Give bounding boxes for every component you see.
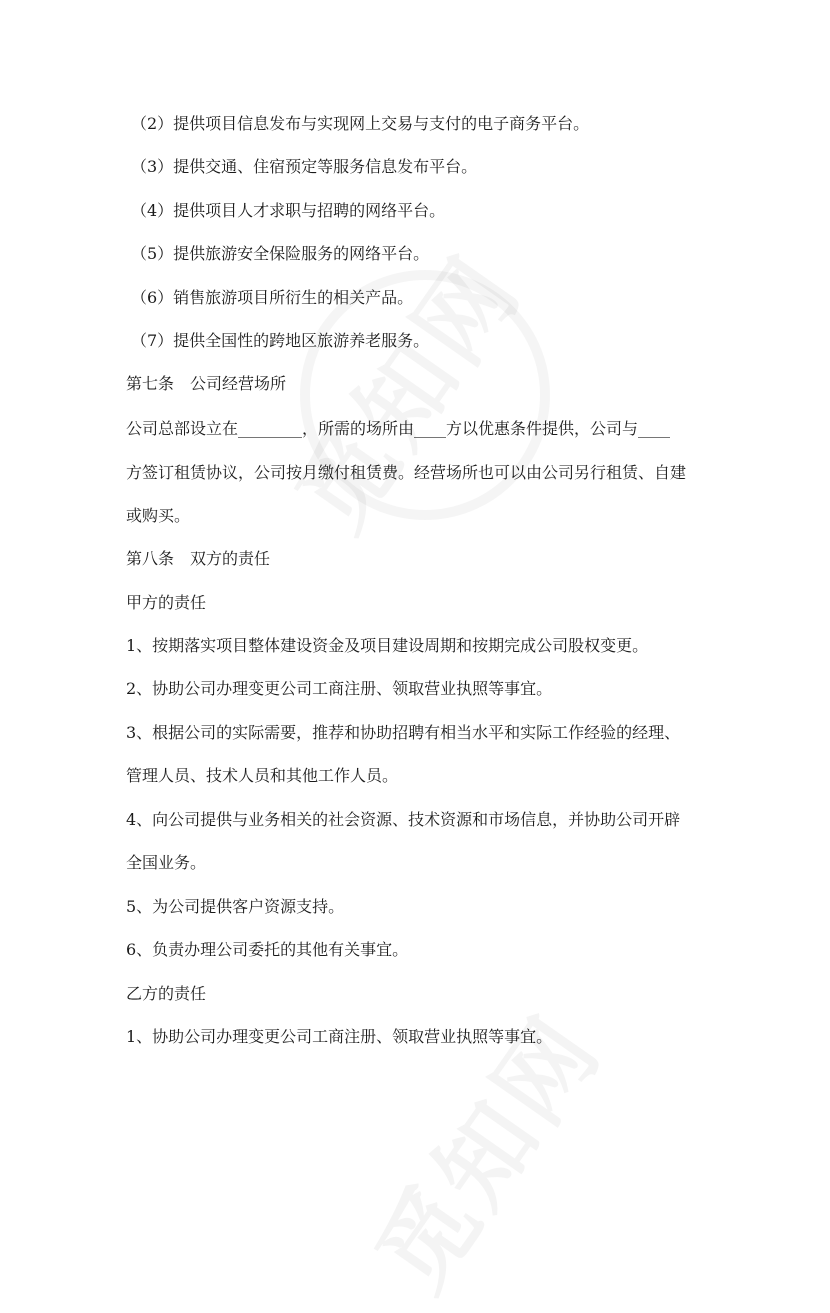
list-item: （5）提供旅游安全保险服务的网络平台。 xyxy=(131,244,430,263)
list-item: （6）销售旅游项目所衍生的相关产品。 xyxy=(131,288,414,307)
party-a-item: 全国业务。 xyxy=(126,853,207,872)
article-7-text: 公司总部设立在________，所需的场所由____方以优惠条件提供，公司与____ xyxy=(126,419,671,438)
list-item: （4）提供项目人才求职与招聘的网络平台。 xyxy=(131,201,446,220)
party-a-item: 6、负责办理公司委托的其他有关事宜。 xyxy=(126,940,409,959)
list-item: （7）提供全国性的跨地区旅游养老服务。 xyxy=(131,331,430,350)
party-a-item: 5、为公司提供客户资源支持。 xyxy=(126,897,345,916)
party-a-item: 管理人员、技术人员和其他工作人员。 xyxy=(126,766,399,785)
party-a-item: 2、协助公司办理变更公司工商注册、领取营业执照等事宜。 xyxy=(126,679,553,698)
article-7-text: 或购买。 xyxy=(126,506,191,525)
article-7-heading: 第七条 公司经营场所 xyxy=(126,374,287,393)
party-a-item: 1、按期落实项目整体建设资金及项目建设周期和按期完成公司股权变更。 xyxy=(126,636,649,655)
party-b-heading: 乙方的责任 xyxy=(126,984,207,1003)
list-item: （3）提供交通、住宿预定等服务信息发布平台。 xyxy=(131,157,478,176)
article-7-text: 方签订租赁协议，公司按月缴付租赁费。经营场所也可以由公司另行租赁、自建 xyxy=(126,463,687,482)
party-a-heading: 甲方的责任 xyxy=(126,593,207,612)
party-a-item: 4、向公司提供与业务相关的社会资源、技术资源和市场信息，并协助公司开辟 xyxy=(126,810,681,829)
party-b-item: 1、协助公司办理变更公司工商注册、领取营业执照等事宜。 xyxy=(126,1027,553,1046)
article-8-heading: 第八条 双方的责任 xyxy=(126,549,271,568)
list-item: （2）提供项目信息发布与实现网上交易与支付的电子商务平台。 xyxy=(131,114,590,133)
party-a-item: 3、根据公司的实际需要，推荐和协助招聘有相当水平和实际工作经验的经理、 xyxy=(126,723,681,742)
